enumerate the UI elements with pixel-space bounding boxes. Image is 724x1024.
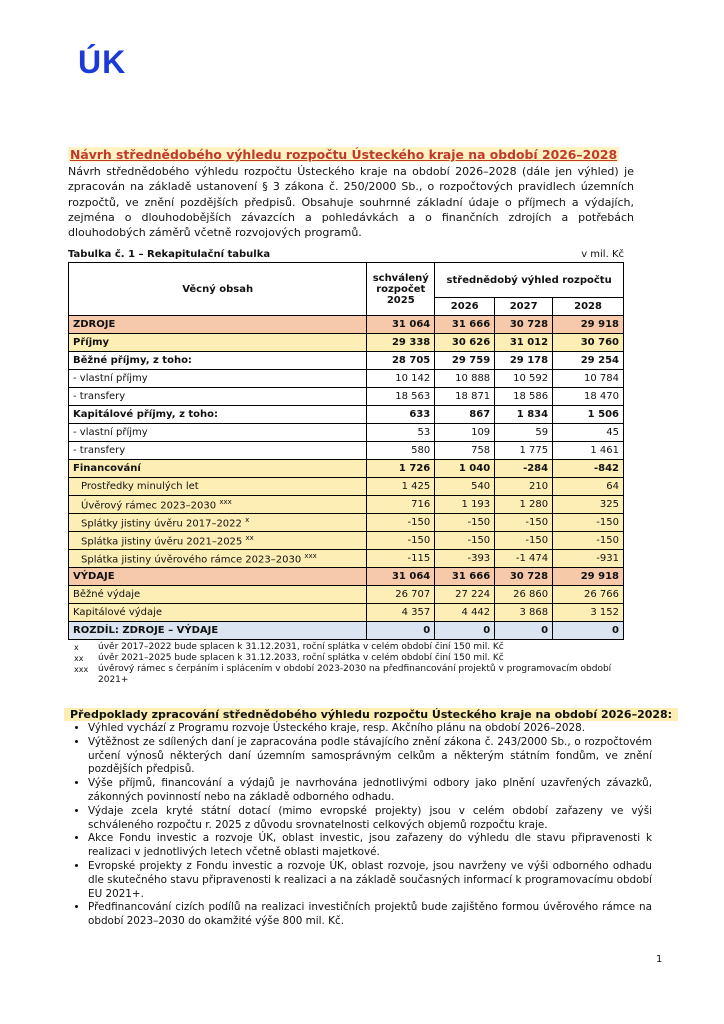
cell-value: 29 918: [553, 568, 624, 586]
col-2027-header: 2027: [495, 298, 553, 316]
cell-value: 325: [553, 496, 624, 514]
list-item: • Výše příjmů, financování a výdajů je navrhována jednotlivými odbory jako plnění uzavřených závazků, zákonných povinností nebo na základě odborného odhadu.: [88, 777, 652, 805]
cell-value: 31 064: [367, 316, 435, 334]
cell-value: 10 592: [495, 370, 553, 388]
uk-logo: ÚK: [78, 44, 127, 80]
table-row: [69, 406, 624, 424]
recap-table: [68, 262, 624, 640]
cell-value: -393: [435, 550, 495, 568]
table-notes: [74, 642, 630, 686]
list-item: • Výtěžnost ze sdílených daní je zapracována podle stávajícího znění zákona č. 243/2000 Sb., o rozpočtovém určení výnosů některých daní územním samosprávným celkům a některým státním fondům, ve znění pozdějších předpisů.: [88, 736, 652, 777]
cell-value: 45: [553, 424, 624, 442]
cell-value: 758: [435, 442, 495, 460]
cell-value: 64: [553, 478, 624, 496]
cell-value: 30 626: [435, 334, 495, 352]
table-row: [69, 388, 624, 406]
table-row: [69, 352, 624, 370]
table-row: [69, 442, 624, 460]
table-unit: v mil. Kč: [581, 249, 624, 260]
cell-value: 716: [367, 496, 435, 514]
cell-value: 540: [435, 478, 495, 496]
list-item: • Akce Fondu investic a rozvoje ÚK, oblast investic, jsou zařazeny do výhledu dle stavu připravenosti k realizaci v jednotlivých letech včetně oblasti majetkové.: [88, 832, 652, 860]
cell-value: 29 254: [553, 352, 624, 370]
row-label: Kapitálové výdaje: [69, 604, 367, 622]
table-row: [69, 316, 624, 334]
col-2028-header: 2028: [553, 298, 624, 316]
cell-value: 867: [435, 406, 495, 424]
cell-value: 1 461: [553, 442, 624, 460]
table-row: [69, 568, 624, 586]
cell-value: 30 760: [553, 334, 624, 352]
row-label: - transfery: [69, 442, 367, 460]
cell-value: 4 357: [367, 604, 435, 622]
cell-value: -931: [553, 550, 624, 568]
row-label: ZDROJE: [69, 316, 367, 334]
row-label: Běžné příjmy, z toho:: [69, 352, 367, 370]
cell-value: 31 064: [367, 568, 435, 586]
cell-value: 29 918: [553, 316, 624, 334]
cell-value: 109: [435, 424, 495, 442]
cell-value: 10 888: [435, 370, 495, 388]
row-label: - vlastní příjmy: [69, 370, 367, 388]
note-2: [74, 653, 630, 664]
cell-value: -284: [495, 460, 553, 478]
table-row: [69, 622, 624, 640]
table-row: [69, 550, 624, 568]
assumptions-list: [68, 722, 652, 929]
table-row: [69, 370, 624, 388]
cell-value: 10 142: [367, 370, 435, 388]
cell-value: 1 040: [435, 460, 495, 478]
cell-value: -150: [553, 532, 624, 550]
cell-value: -150: [495, 532, 553, 550]
cell-value: 18 586: [495, 388, 553, 406]
row-label: ROZDÍL: ZDROJE – VÝDAJE: [69, 622, 367, 640]
table-row: [69, 424, 624, 442]
note-1: [74, 642, 630, 653]
intro-paragraph: Návrh střednědobého výhledu rozpočtu Ústeckého kraje na období 2026–2028 (dále jen výhled) je zpracován na základě ustanovení § 3 zákona č. 250/2000 Sb., o rozpočtových pravidlech územních rozpočtů, ve znění pozdějších předpisů. Obsahuje souhrnné základní údaje o příjmech a výdajích, zejména o dlouhodobějších závazcích a pohledávkách a o finančních zdrojích a potřebách dlouhodobých záměrů včetně rozvojových programů.: [68, 165, 634, 240]
cell-value: -842: [553, 460, 624, 478]
cell-value: 0: [553, 622, 624, 640]
cell-value: -150: [367, 532, 435, 550]
cell-value: 29 338: [367, 334, 435, 352]
col-approved-header: schválený rozpočet 2025: [367, 263, 435, 316]
row-label: VÝDAJE: [69, 568, 367, 586]
cell-value: -150: [553, 514, 624, 532]
cell-value: -150: [367, 514, 435, 532]
cell-value: 18 563: [367, 388, 435, 406]
cell-value: 633: [367, 406, 435, 424]
row-label: Kapitálové příjmy, z toho:: [69, 406, 367, 424]
cell-value: 0: [367, 622, 435, 640]
cell-value: 59: [495, 424, 553, 442]
table-row: [69, 604, 624, 622]
page-number: 1: [656, 954, 663, 965]
cell-value: 1 775: [495, 442, 553, 460]
cell-value: 31 012: [495, 334, 553, 352]
cell-value: 1 506: [553, 406, 624, 424]
cell-value: 29 178: [495, 352, 553, 370]
cell-value: 3 152: [553, 604, 624, 622]
row-label: - vlastní příjmy: [69, 424, 367, 442]
cell-value: 1 280: [495, 496, 553, 514]
cell-value: 31 666: [435, 316, 495, 334]
note-mark: x: [74, 643, 79, 652]
list-item: • Předfinancování cizích podílů na realizaci investičních projektů bude zajištěno formou úvěrového rámce na období 2023–2030 do okamžité výše 800 mil. Kč.: [88, 901, 652, 929]
cell-value: 210: [495, 478, 553, 496]
cell-value: 580: [367, 442, 435, 460]
table-row: [69, 586, 624, 604]
list-item: • Výhled vychází z Programu rozvoje Ústeckého kraje, resp. Akčního plánu na období 2026–2028.: [88, 722, 652, 736]
cell-value: 30 728: [495, 316, 553, 334]
table-row: [69, 478, 624, 496]
cell-value: 30 728: [495, 568, 553, 586]
cell-value: 27 224: [435, 586, 495, 604]
cell-value: -150: [495, 514, 553, 532]
row-label: Úvěrový rámec 2023–2030 $^{xxx}$: [69, 496, 367, 514]
cell-value: 1 193: [435, 496, 495, 514]
cell-value: 31 666: [435, 568, 495, 586]
cell-value: 28 705: [367, 352, 435, 370]
note-mark: xx: [74, 654, 84, 663]
row-label: Běžné výdaje: [69, 586, 367, 604]
note-3: [74, 664, 630, 686]
list-item: • Výdaje zcela kryté státní dotací (mimo evropské projekty) jsou v celém období zařazeny ve výši schváleného rozpočtu r. 2025 z důvodu srovnatelnosti celkových objemů rozpočtu kraje.: [88, 805, 652, 833]
cell-value: 4 442: [435, 604, 495, 622]
cell-value: 26 707: [367, 586, 435, 604]
cell-value: 0: [435, 622, 495, 640]
cell-value: -115: [367, 550, 435, 568]
assumptions-heading: Předpoklady zpracování střednědobého výhledu rozpočtu Ústeckého kraje na období 2026–2028:: [64, 708, 678, 721]
note-text: úvěr 2021–2025 bude splacen k 31.12.2033, roční splátka v celém období činí 150 mil. Kč: [98, 653, 504, 663]
page-title: Návrh střednědobého výhledu rozpočtu Ústeckého kraje na období 2026–2028: [70, 147, 618, 162]
row-label: Splátka jistiny úvěru 2021–2025 $^{xx}$: [69, 532, 367, 550]
table-row: [69, 334, 624, 352]
cell-value: -1 474: [495, 550, 553, 568]
cell-value: 3 868: [495, 604, 553, 622]
cell-value: -150: [435, 514, 495, 532]
table-caption-text: Tabulka č. 1 – Rekapitulační tabulka: [68, 249, 271, 260]
row-label: Prostředky minulých let: [69, 478, 367, 496]
cell-value: 10 784: [553, 370, 624, 388]
cell-value: 53: [367, 424, 435, 442]
list-item: • Evropské projekty z Fondu investic a rozvoje ÚK, oblast rozvoje, jsou navrženy ve výši odborného odhadu dle skutečného stavu připravenosti k realizaci a na základě současných informací k programovacímu období EU 2021+.: [88, 860, 652, 901]
cell-value: 1 834: [495, 406, 553, 424]
cell-value: 18 470: [553, 388, 624, 406]
cell-value: -150: [435, 532, 495, 550]
cell-value: 0: [495, 622, 553, 640]
cell-value: 18 871: [435, 388, 495, 406]
note-mark: xxx: [74, 665, 89, 674]
row-label: Splátka jistiny úvěrového rámce 2023–2030 $^{xxx}$: [69, 550, 367, 568]
note-text: úvěrový rámec s čerpáním i splácením v období 2023-2030 na předfinancování projektů v programovacím období 2021+: [98, 664, 612, 685]
table-caption: [68, 249, 624, 260]
table-row: [69, 496, 624, 514]
row-label: Financování: [69, 460, 367, 478]
cell-value: 26 766: [553, 586, 624, 604]
col-outlook-header: střednědobý výhled rozpočtu: [435, 263, 624, 298]
col-2026-header: 2026: [435, 298, 495, 316]
table-row: [69, 514, 624, 532]
row-label: Příjmy: [69, 334, 367, 352]
table-row: [69, 460, 624, 478]
cell-value: 1 425: [367, 478, 435, 496]
col-content-header: Věcný obsah: [69, 263, 367, 316]
cell-value: 29 759: [435, 352, 495, 370]
table-row: [69, 532, 624, 550]
cell-value: 26 860: [495, 586, 553, 604]
row-label: - transfery: [69, 388, 367, 406]
note-text: úvěr 2017–2022 bude splacen k 31.12.2031, roční splátka v celém období činí 150 mil. Kč: [98, 642, 504, 652]
row-label: Splátky jistiny úvěru 2017–2022 $^x$: [69, 514, 367, 532]
cell-value: 1 726: [367, 460, 435, 478]
